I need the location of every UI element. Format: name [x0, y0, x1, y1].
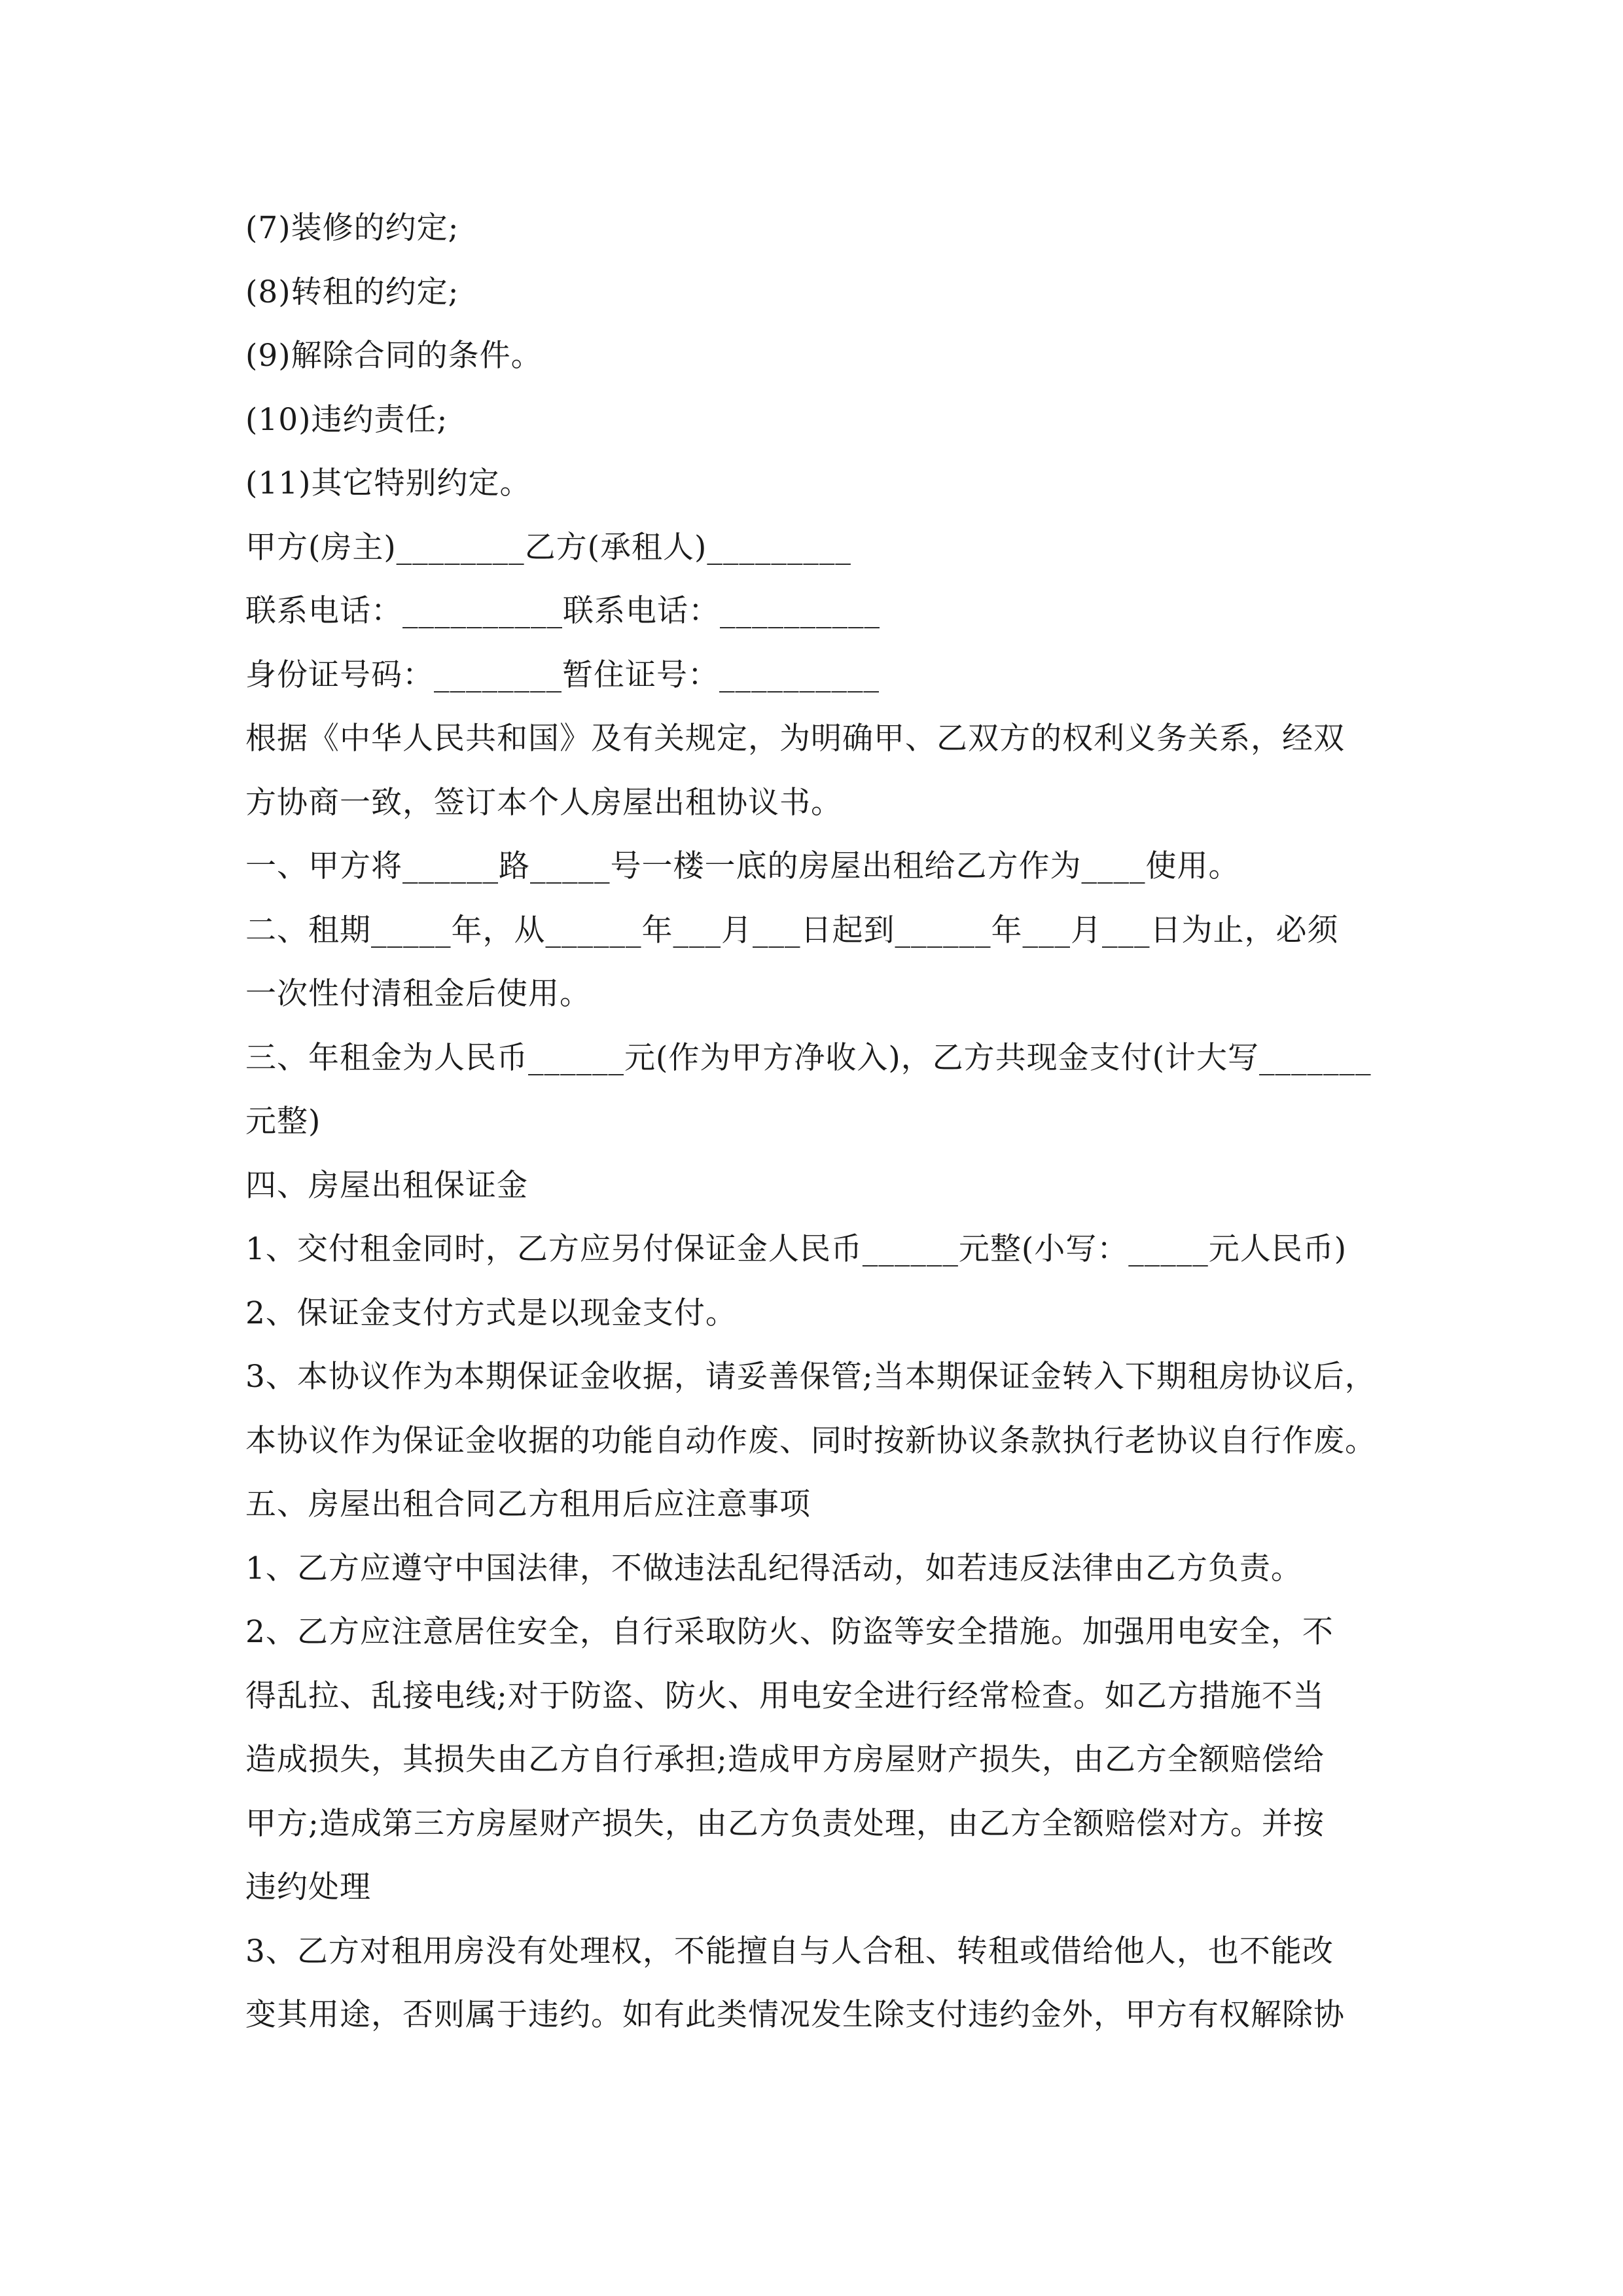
clause-7-decoration: (7)装修的约定; [245, 210, 459, 246]
parties-line: 甲方(房主)________乙方(承租人)_________ [245, 529, 851, 565]
article-4-item-3-line-2: 本协议作为保证金收据的功能自动作废、同时按新协议条款执行老协议自行作废。 [245, 1422, 1376, 1459]
article-3-line-1: 三、年租金为人民币______元(作为甲方净收入)，乙方共现金支付(计大写_______ [245, 1039, 1372, 1076]
article-4-item-1: 1、交付租金同时，乙方应另付保证金人民币______元整(小写：_____元人民币) [245, 1231, 1347, 1267]
article-4-item-3-line-1: 3、本协议作为本期保证金收据，请妥善保管;当本期保证金转入下期租房协议后， [245, 1359, 1376, 1395]
article-3-line-2: 元整) [245, 1103, 321, 1139]
article-5-item-2-line-2: 得乱拉、乱接电线;对于防盗、防火、用电安全进行经常检查。如乙方措施不当 [245, 1677, 1325, 1714]
article-5-item-1: 1、乙方应遵守中国法律，不做违法乱纪得活动，如若违反法律由乙方负责。 [245, 1550, 1302, 1587]
id-line: 身份证号码：________暂住证号：__________ [245, 656, 880, 693]
article-2-line-1: 二、租期_____年，从______年___月___日起到______年___月___日为止，必须 [245, 912, 1339, 948]
phone-line: 联系电话：__________联系电话：__________ [245, 593, 880, 629]
article-5-item-3-line-1: 3、乙方对租用房没有处理权，不能擅自与人合租、转租或借给他人，也不能改 [245, 1933, 1334, 1969]
clause-11-other: (11)其它特别约定。 [245, 465, 531, 501]
clause-8-sublease: (8)转租的约定; [245, 274, 459, 310]
article-2-line-2: 一次性付清租金后使用。 [245, 976, 591, 1012]
article-5-item-2-line-3: 造成损失，其损失由乙方自行承担;造成甲方房屋财产损失，由乙方全额赔偿给 [245, 1742, 1325, 1778]
clause-10-liability: (10)违约责任; [245, 401, 448, 438]
article-5-item-3-line-2: 变其用途，否则属于违约。如有此类情况发生除支付违约金外，甲方有权解除协 [245, 1997, 1345, 2033]
article-4-heading: 四、房屋出租保证金 [245, 1167, 528, 1204]
article-5-item-2-line-5: 违约处理 [245, 1869, 371, 1905]
preamble-line-1: 根据《中华人民共和国》及有关规定，为明确甲、乙双方的权利义务关系，经双 [245, 721, 1345, 757]
clause-9-termination: (9)解除合同的条件。 [245, 338, 543, 374]
document-body [245, 196, 1384, 2047]
preamble-line-2: 方协商一致，签订本个人房屋出租协议书。 [245, 784, 842, 821]
article-5-heading: 五、房屋出租合同乙方租用后应注意事项 [245, 1486, 811, 1522]
article-4-item-2: 2、保证金支付方式是以现金支付。 [245, 1295, 737, 1331]
article-5-item-2-line-4: 甲方;造成第三方房屋财产损失，由乙方负责处理，由乙方全额赔偿对方。并按 [245, 1805, 1325, 1842]
article-5-item-2-line-1: 2、乙方应注意居住安全，自行采取防火、防盗等安全措施。加强用电安全，不 [245, 1614, 1334, 1650]
article-1: 一、甲方将______路_____号一楼一底的房屋出租给乙方作为____使用。 [245, 848, 1240, 884]
